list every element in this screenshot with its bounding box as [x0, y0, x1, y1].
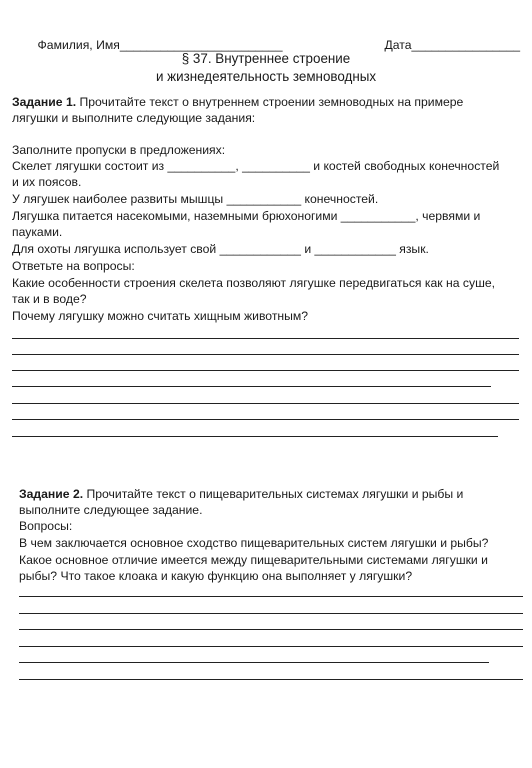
answer-line: [12, 386, 491, 387]
task1-line: и их поясов.: [12, 175, 82, 189]
answer-line: [19, 662, 489, 663]
task1-intro-line1: Прочитайте текст о внутреннем строении земноводных на примере: [76, 95, 464, 109]
task1-line: пауками.: [12, 225, 63, 239]
task2-question: В чем заключается основное сходство пищеварительных систем лягушки и рыбы?: [19, 536, 489, 550]
answer-line: [19, 596, 523, 597]
task1-line: У лягушек наиболее развиты мышцы ___________ конечностей.: [12, 192, 379, 206]
answer-line: [12, 354, 519, 355]
answer-line: [19, 646, 523, 647]
surname-label: Фамилия, Имя: [37, 38, 120, 52]
task2-question: рыбы? Что такое клоака и какую функцию она выполняет у лягушки?: [19, 569, 413, 583]
date-blank: ________________: [411, 38, 520, 52]
task1-intro-line2: лягушки и выполните следующие задания:: [12, 111, 256, 125]
task1-label: Задание 1.: [12, 95, 77, 109]
answer-line: [19, 679, 523, 680]
task2-question: Какое основное отличие имеется между пищеварительными системами лягушки и: [19, 553, 488, 567]
task2-questions-heading: Вопросы:: [19, 519, 73, 533]
answer-line: [12, 338, 519, 339]
answer-line: [12, 370, 519, 371]
task1-intro: [12, 95, 463, 110]
surname-blank: ________________________: [119, 38, 283, 52]
answer-line: [19, 613, 523, 614]
task1-question: Какие особенности строения скелета позволяют лягушке передвигаться как на суше,: [12, 276, 496, 290]
answer-line: [19, 629, 523, 630]
answer-line: [12, 419, 519, 420]
task2-intro-line2: выполните следующее задание.: [19, 503, 203, 517]
page-title-line2: и жизнедеятельность земноводных: [155, 69, 377, 84]
task2-intro-line1: Прочитайте текст о пищеварительных системах лягушки и рыбы и: [83, 487, 464, 501]
task2-label: Задание 2.: [19, 487, 84, 501]
task1-questions-heading: Ответьте на вопросы:: [12, 259, 135, 273]
task1-line: Лягушка питается насекомыми, наземными брюхоногими ___________, червями и: [12, 209, 481, 223]
answer-line: [12, 403, 519, 404]
task1-question: Почему лягушку можно считать хищным животным?: [12, 309, 309, 323]
task2-intro: [19, 487, 463, 502]
task1-line: Скелет лягушки состоит из __________, __________ и костей свободных конечностей: [12, 159, 500, 173]
date-label: Дата: [384, 38, 412, 52]
task1-line: Для охоты лягушка использует свой ____________ и ____________ язык.: [12, 242, 429, 256]
page-title-line1: § 37. Внутреннее строение: [181, 51, 351, 66]
task1-question: так и в воде?: [12, 292, 87, 306]
answer-line: [12, 436, 498, 437]
task1-fill-heading: Заполните пропуски в предложениях:: [12, 143, 226, 157]
